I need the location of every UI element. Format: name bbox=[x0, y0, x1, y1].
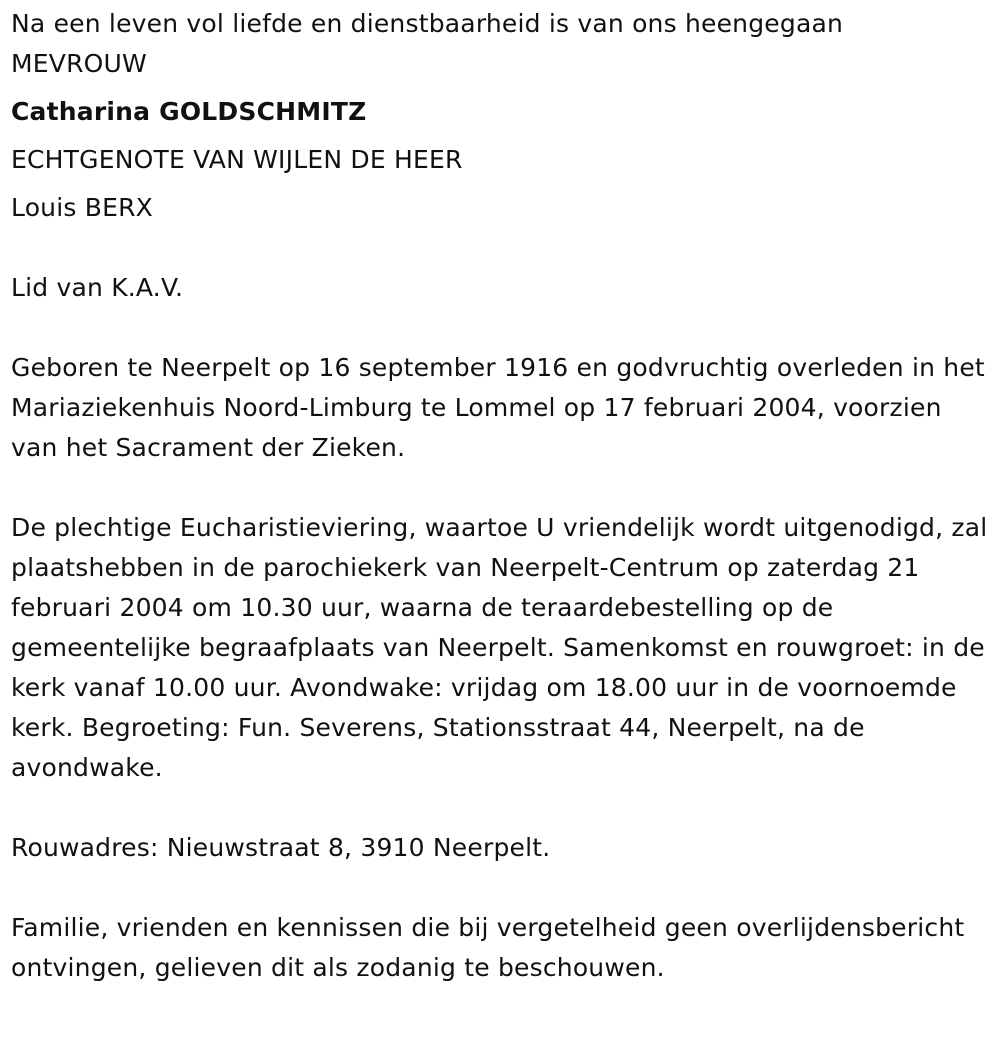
mourning-address: Rouwadres: Nieuwstraat 8, 3910 Neerpelt. bbox=[11, 833, 551, 862]
membership-line: Lid van K.A.V. bbox=[11, 273, 184, 302]
spouse-label: ECHTGENOTE VAN WIJLEN DE HEER bbox=[11, 145, 463, 174]
intro-line: Na een leven vol liefde en dienstbaarheid is van ons heengegaan bbox=[11, 9, 844, 38]
closing-paragraph: Familie, vrienden en kennissen die bij vergetelheid geen overlijdensbericht ontvingen, gelieven dit als zodanig te beschouwen. bbox=[11, 913, 965, 982]
deceased-name: Catharina GOLDSCHMITZ bbox=[11, 97, 367, 126]
title-mevrouw: MEVROUW bbox=[11, 49, 147, 78]
spouse-name: Louis BERX bbox=[11, 193, 153, 222]
birth-death-paragraph: Geboren te Neerpelt op 16 september 1916 en godvruchtig overleden in het Mariaziekenhuis Noord-Limburg te Lommel op 17 februari 2004, voorzien van het Sacrament der Zieken. bbox=[11, 353, 985, 462]
obituary-notice bbox=[11, 4, 996, 988]
ceremony-paragraph: De plechtige Eucharistieviering, waartoe U vriendelijk wordt uitgenodigd, zal plaatshebben in de parochiekerk van Neerpelt-Centrum op zaterdag 21 februari 2004 om 10.30 uur, waarna de teraardebestelling op de gemeentelijke begraafplaats van Neerpelt. Samenkomst en rouwgroet: in de kerk vanaf 10.00 uur. Avondwake: vrijdag om 18.00 uur in de voornoemde kerk. Begroeting: Fun. Severens, Stationsstraat 44, Neerpelt, na de avondwake. bbox=[11, 513, 988, 782]
